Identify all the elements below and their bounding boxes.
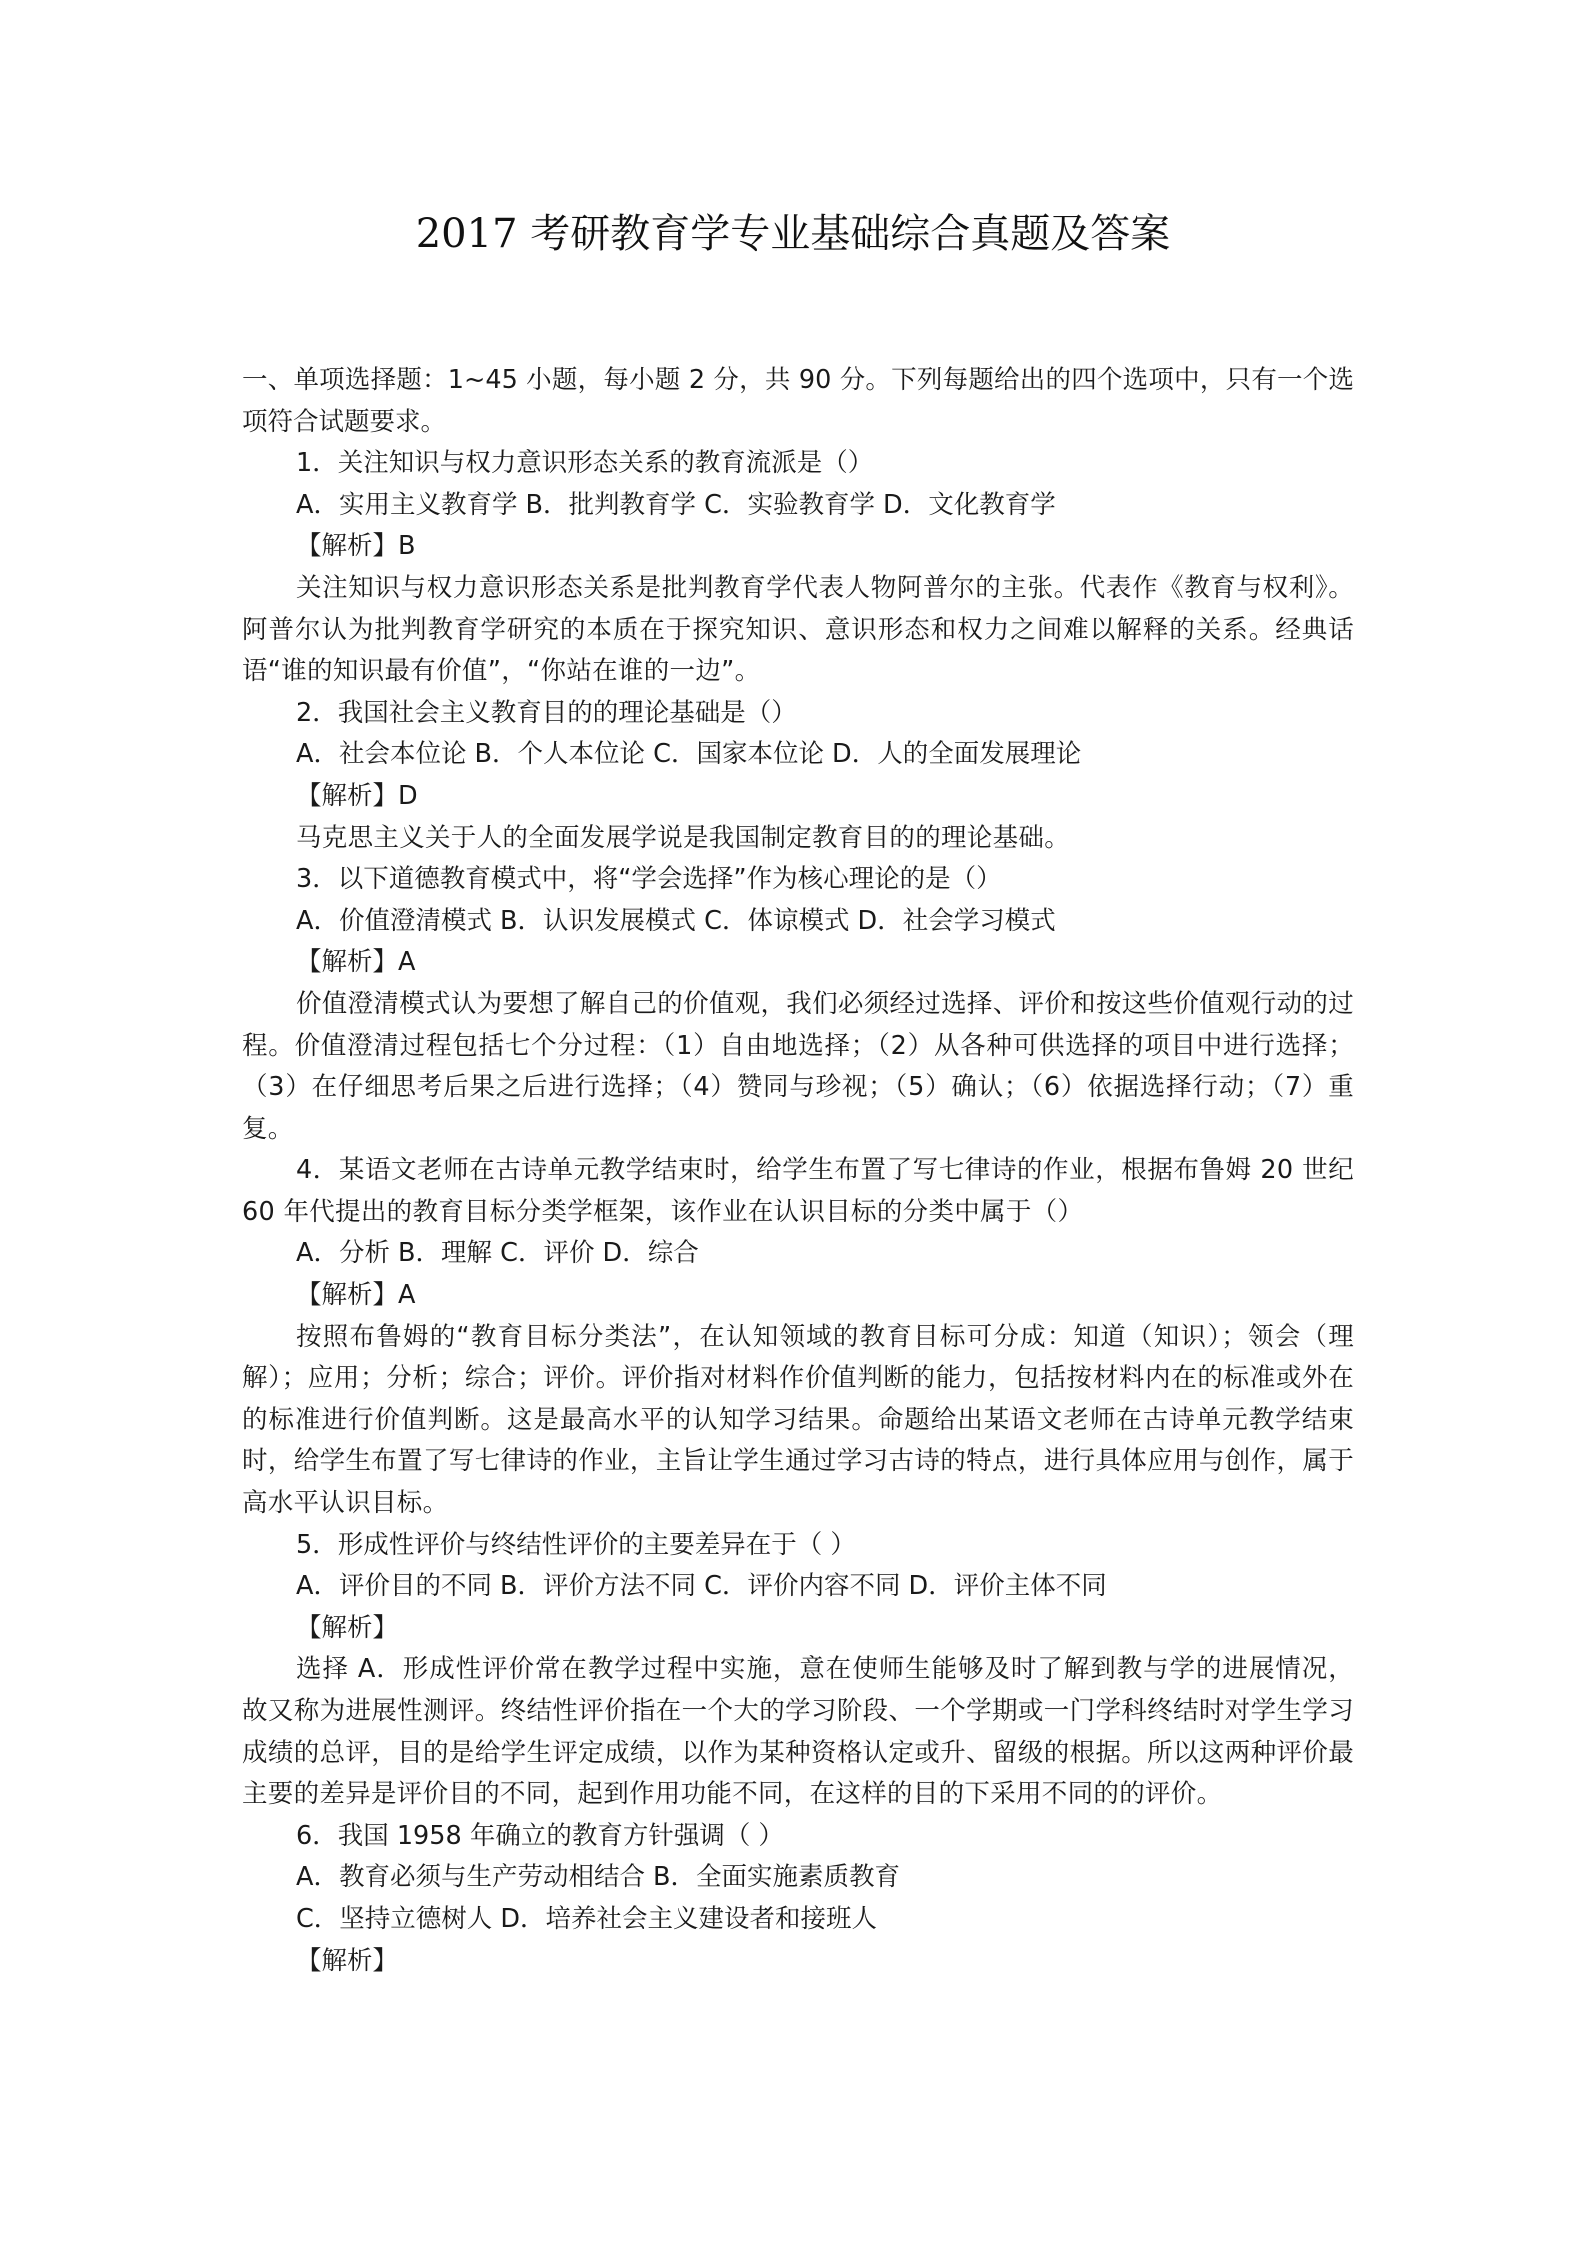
question-stem: 4．某语文老师在古诗单元教学结束时，给学生布置了写七律诗的作业，根据布鲁姆 20 世纪 60 年代提出的教育目标分类学框架，该作业在认识目标的分类中属于（） (242, 1155, 1354, 1227)
question-block (242, 693, 1354, 859)
answer-explanation: 选择 A．形成性评价常在教学过程中实施，意在使师生能够及时了解到教与学的进展情况，故又称为进展性测评。终结性评价指在一个大的学习阶段、一个学期或一门学科终结时对学生学习成绩的总评，目的是给学生评定成绩，以作为某种资格认定或升、留级的根据。所以这两种评价最主要的差异是评价目的不同，起到作用功能不同，在这样的目的下采用不同的的评价。 (242, 1654, 1354, 1810)
document-body (242, 360, 1354, 1982)
question-options: A．评价目的不同 B．评价方法不同 C．评价内容不同 D．评价主体不同 (296, 1571, 1107, 1602)
question-options: A．教育必须与生产劳动相结合 B．全面实施素质教育 (296, 1862, 901, 1893)
question-stem: 2．我国社会主义教育目的的理论基础是（） (296, 697, 797, 728)
answer-label: 【解析】 (296, 1612, 399, 1643)
question-options: A．分析 B．理解 C．评价 D．综合 (296, 1238, 699, 1269)
section-intro: 一、单项选择题：1~45 小题，每小题 2 分，共 90 分。下列每题给出的四个选项中，只有一个选项符合试题要求。 (242, 365, 1354, 437)
answer-label: 【解析】D (296, 780, 418, 811)
question-stem: 1．关注知识与权力意识形态关系的教育流派是（） (296, 448, 874, 479)
answer-label: 【解析】 (296, 1945, 399, 1976)
question-block (242, 1150, 1354, 1524)
answer-explanation: 按照布鲁姆的“教育目标分类法”，在认知领域的教育目标可分成：知道（知识）；领会（理解）；应用；分析；综合；评价。评价指对材料作价值判断的能力，包括按材料内在的标准或外在的标准进行价值判断。这是最高水平的认知学习结果。命题给出某语文老师在古诗单元教学结束时，给学生布置了写七律诗的作业，主旨让学生通过学习古诗的特点，进行具体应用与创作，属于高水平认识目标。 (242, 1321, 1354, 1519)
answer-explanation: 关注知识与权力意识形态关系是批判教育学代表人物阿普尔的主张。代表作《教育与权利》。阿普尔认为批判教育学研究的本质在于探究知识、意识形态和权力之间难以解释的关系。经典话语“谁的知识最有价值”，“你站在谁的一边”。 (242, 572, 1354, 687)
question-stem: 3．以下道德教育模式中，将“学会选择”作为核心理论的是（） (296, 864, 1002, 895)
answer-explanation: 价值澄清模式认为要想了解自己的价值观，我们必须经过选择、评价和按这些价值观行动的过程。价值澄清过程包括七个分过程：（1）自由地选择；（2）从各种可供选择的项目中进行选择；（3）在仔细思考后果之后进行选择；（4）赞同与珍视；（5）确认；（6）依据选择行动；（7）重复。 (242, 988, 1354, 1144)
question-stem: 6．我国 1958 年确立的教育方针强调（ ） (296, 1820, 784, 1851)
answer-label: 【解析】A (296, 1280, 416, 1311)
question-block (242, 859, 1354, 1150)
question-options: A．价值澄清模式 B．认识发展模式 C．体谅模式 D．社会学习模式 (296, 905, 1056, 936)
answer-label: 【解析】B (296, 531, 416, 562)
answer-label: 【解析】A (296, 947, 416, 978)
question-block (242, 1525, 1354, 1816)
answer-explanation: 马克思主义关于人的全面发展学说是我国制定教育目的的理论基础。 (296, 822, 1071, 853)
question-options: A．社会本位论 B．个人本位论 C．国家本位论 D．人的全面发展理论 (296, 739, 1082, 770)
question-options: A．实用主义教育学 B．批判教育学 C．实验教育学 D．文化教育学 (296, 489, 1056, 520)
question-stem: 5．形成性评价与终结性评价的主要差异在于（ ） (296, 1529, 856, 1560)
question-block (242, 1816, 1354, 1982)
document-title: 2017 考研教育学专业基础综合真题及答案 (415, 211, 1171, 257)
question-block (242, 443, 1354, 693)
question-options: C．坚持立德树人 D．培养社会主义建设者和接班人 (296, 1903, 878, 1934)
